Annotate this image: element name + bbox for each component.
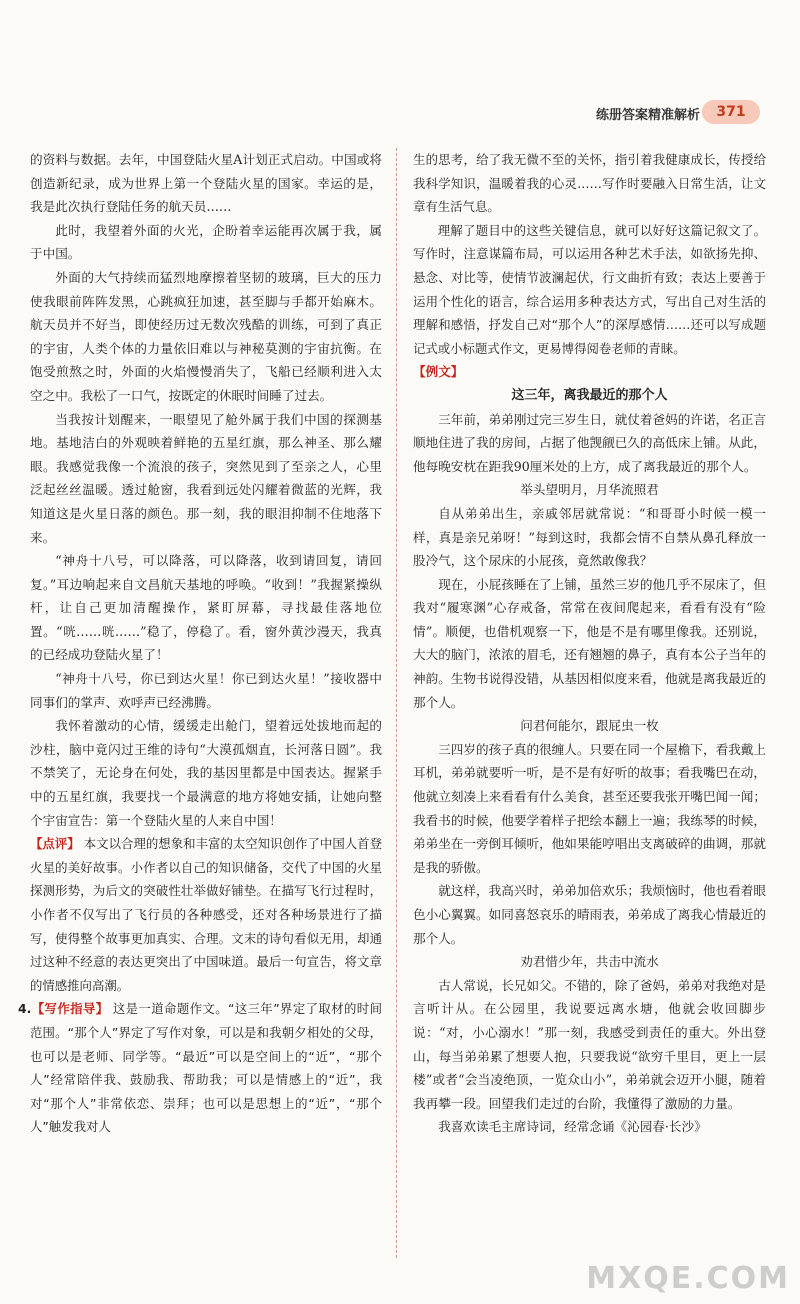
question-number: 4. bbox=[18, 1001, 32, 1017]
guide-continued: 生的思考，给了我无微不至的关怀，指引着我健康成长，传授给我科学知识，温暖着我的心灵……写作时要融入日常生活，让文章有生活气息。 bbox=[413, 152, 766, 215]
left-paragraph: “神舟十八号，你已到达火星！你已到达火星！”接收器中同事们的掌声、欢呼声已经沸腾。 bbox=[30, 671, 382, 710]
page-header bbox=[0, 96, 800, 136]
essay-paragraph: 自从弟弟出生，亲戚邻居就常说：“和哥哥小时候一模一样，真是亲兄弟呀！”每到这时，我都会情不自禁从鼻孔释放一股冷气，这个尿床的小屁孩，竟然敢像我？ bbox=[413, 505, 766, 569]
left-paragraph: 我怀着激动的心情，缓缓走出舱门，望着远处拔地而起的沙柱，脑中竟闪过王维的诗句“大漠孤烟直，长河落日圆”。我不禁笑了，无论身在何处，我的基因里都是中国表达。握紧手中的五星红旗，我要找一个最满意的地方将她安插，让她向整个宇宙宣告：第一个登陆火星的人来自中国！ bbox=[30, 718, 382, 828]
review-tag: 【点评】 bbox=[30, 836, 80, 852]
essay-paragraph: 古人常说，长兄如父。不错的，除了爸妈，弟弟对我绝对是言听计从。在公园里，我说要远离水塘，他就会收回脚步说：“对，小心溺水！”那一刻，我感受到责任的重大。外出登山，每当弟弟累了想要人抱，只要我说“欲穷千里目，更上一层楼”或者“会当凌绝顶，一览众山小”，弟弟就会迈开小腿，随着我再攀一段。回望我们走过的台阶，我懂得了激励的力量。 bbox=[413, 977, 766, 1111]
writing-guide-text: 这是一道命题作文。“这三年”界定了取材的时间范围。“那个人”界定了写作对象，可以是和我朝夕相处的父母，也可以是老师、同学等。“最近”可以是空间上的“近”，“那个人”经常陪伴我、鼓励我、帮助我；可以是情感上的“近”，我对“那个人”非常依恋、崇拜；也可以是思想上的“近”，“那个人”触发我对人 bbox=[30, 1001, 382, 1135]
column-divider bbox=[396, 148, 397, 1258]
review-text: 本文以合理的想象和丰富的太空知识创作了中国人首登火星的美好故事。小作者以自己的知识储备，交代了中国的火星探测形势，为后文的突破性壮举做好铺垫。在描写飞行过程时，小作者不仅写出了飞行员的各种感受，还对各种场景进行了描写，使得整个故事更加真实、合理。文末的诗句看似无用，却通过这种不经意的表达更突出了中国味道。最后一句宣告，将文章的情感推向高潮。 bbox=[30, 836, 383, 993]
essay-subheading: 问君何能尔，跟屁虫一枚 bbox=[520, 718, 659, 734]
essay-paragraph: 三四岁的孩子真的很缠人。只要在同一个屋檐下，看我戴上耳机，弟弟就要听一听，是不是有好听的故事；看我嘴巴在动，他就立刻凑上来看看有什么美食，甚至还要我张开嘴巴闻一闻；我看书的时候，他要学着样子把绘本翻上一遍；我练琴的时候，弟弟坐在一旁倒耳倾听，他如果能哼唱出支离破碎的曲调，那就是我的骄傲。 bbox=[413, 741, 766, 875]
left-column bbox=[18, 148, 383, 1139]
essay-title: 这三年，离我最近的那个人 bbox=[511, 387, 668, 403]
header-title: 练册答案精准解析 bbox=[595, 108, 700, 123]
watermark-logo: MXQE.COM bbox=[586, 1261, 790, 1296]
writing-guide-tag: 【写作指导】 bbox=[31, 1001, 109, 1017]
left-paragraph: 外面的大气持续而猛烈地摩擦着坚韧的玻璃，巨大的压力使我眼前阵阵发黑，心跳疯狂加速，甚至脚与手都开始麻木。航天员并不好当，即使经历过无数次残酷的训练，可到了真正的宇宙，人类个体的力量依旧难以与神秘莫测的宇宙抗衡。在饱受煎熬之时，外面的火焰慢慢消失了，飞船已经顺利进入太空之中。我松了一口气，按既定的休眠时间睡了过去。 bbox=[30, 269, 382, 403]
left-paragraph: 当我按计划醒来，一眼望见了舱外属于我们中国的探测基地。基地洁白的外观映着鲜艳的五星红旗，那么神圣、那么耀眼。我感觉我像一个流浪的孩子，突然见到了至亲之人，心里泛起丝丝温暖。透过舱窗，我看到远处闪耀着微蓝的光辉，我知道这是火星日落的颜色。那一刻，我的眼泪抑制不住地落下来。 bbox=[30, 411, 382, 545]
essay-paragraph: 三年前，弟弟刚过完三岁生日，就仗着爸妈的许诺，名正言顺地住进了我的房间，占据了他觊觎已久的高低床上铺。从此，他每晚安枕在距我90厘米处的上方，成了离我最近的那个人。 bbox=[413, 411, 766, 474]
essay-paragraph: 我喜欢读毛主席诗词，经常念诵《沁园春·长沙》 bbox=[438, 1119, 707, 1135]
left-paragraph: 此时，我望着外面的火光，企盼着幸运能再次属于我，属于中国。 bbox=[30, 222, 382, 262]
example-tag-line bbox=[413, 360, 766, 384]
essay-paragraph: 现在，小屁孩睡在了上铺，虽然三岁的他几乎不尿床了，但我对“履寒渊”心存戒备，常常在夜间爬起来，看看有没有“险情”。顺便，也借机观察一下，他是不是有哪里像我。还别说，大大的脑门，浓浓的眉毛，还有翘翘的鼻子，真有本公子当年的神韵。生物书说得没错，从基因相似度来看，他就是离我最近的那个人。 bbox=[413, 576, 766, 710]
example-tag: 【例文】 bbox=[413, 364, 464, 380]
writing-guide-block bbox=[18, 997, 382, 1139]
review-block bbox=[30, 832, 382, 997]
guide-paragraph: 理解了题目中的这些关键信息，就可以好好这篇记叙文了。写作时，注意谋篇布局，可以运用各种艺术手法，如欲扬先抑、悬念、对比等，使情节波澜起伏，行文曲折有致；表达上要善于运用个性化的语言，综合运用多种表达方式，写出自己对生活的理解和感悟，抒发自己对“那个人”的深厚感情……还可以写成题记式或小标题式作文，更易博得阅卷老师的青睐。 bbox=[413, 222, 766, 356]
essay-subheading: 劝君惜少年，共击中流水 bbox=[520, 954, 659, 970]
essay-paragraph: 就这样，我高兴时，弟弟加倍欢乐；我烦恼时，他也看着眼色小心翼翼。如同喜怒哀乐的晴雨表，弟弟成了离我心情最近的那个人。 bbox=[413, 883, 766, 946]
right-column bbox=[413, 148, 766, 1139]
essay-subheading: 举头望明月，月华流照君 bbox=[520, 482, 659, 498]
left-paragraph: 的资料与数据。去年，中国登陆火星A计划正式启动。中国或将创造新纪录，成为世界上第一个登陆火星的国家。幸运的是，我是此次执行登陆任务的航天员…… bbox=[30, 152, 382, 215]
left-paragraph: “神舟十八号，可以降落，可以降落，收到请回复，请回复。”耳边响起来自文昌航天基地的呼唤。“收到！”我握紧操纵杆，让自己更加清醒操作，紧盯屏幕，寻找最佳落地位置。“咣……咣……”稳了，停稳了。看，窗外黄沙漫天，我真的已经成功登陆火星了！ bbox=[30, 553, 382, 663]
page-number-badge: 371 bbox=[702, 100, 760, 124]
